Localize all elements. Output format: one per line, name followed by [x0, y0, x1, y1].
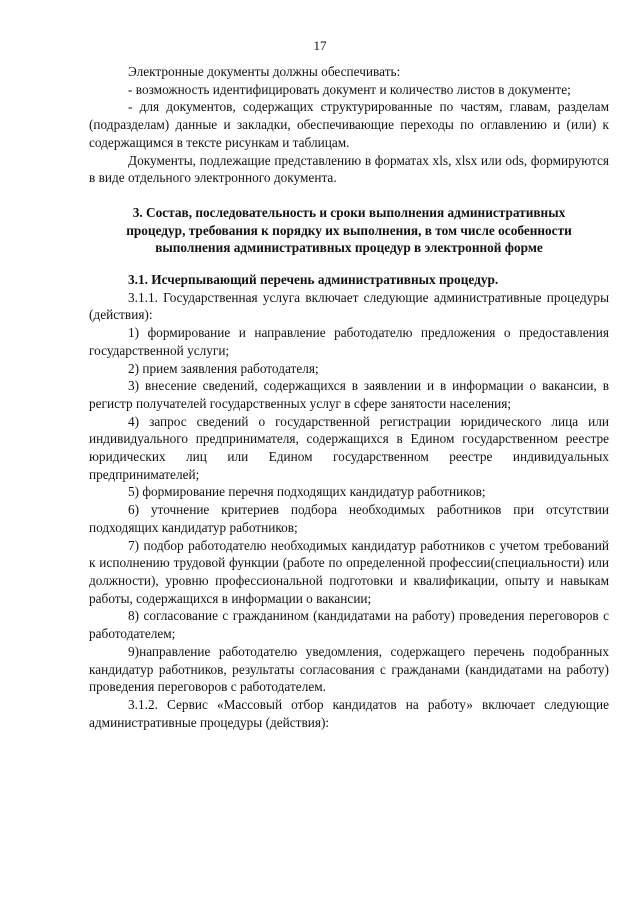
paragraph: 3.1.1. Государственная услуга включает следующие административные процедуры (действия): — [89, 289, 609, 323]
document-body — [89, 63, 609, 731]
paragraph: Документы, подлежащие представлению в форматах xls, xlsx или ods, формируются в виде отдельного электронного документа. — [89, 152, 609, 186]
subsection-heading: 3.1. Исчерпывающий перечень административных процедур. — [128, 272, 499, 288]
list-item: 2) прием заявления работодателя; — [128, 360, 319, 376]
list-item: 4) запрос сведений о государственной регистрации юридического лица или индивидуального предпринимателя, содержащихся в Едином государственном реестре юридических лиц или Едином государственном реестре индивидуальных предпринимателей; — [89, 413, 609, 482]
list-item: 3) внесение сведений, содержащихся в заявлении и в информации о вакансии, в регистр получателей государственных услуг в сфере занятости населения; — [89, 378, 609, 411]
section-heading: 3. Состав, последовательность и сроки выполнения административных процедур, требования к порядку их выполнения, в том числе особенности выполнения административных процедур в электронной форме — [126, 204, 572, 256]
paragraph: - для документов, содержащих структурированные по частям, главам, разделам (подразделам) данные и закладки, обеспечивающие переходы по оглавлению и (или) к содержащимся в тексте рисункам и таблицам. — [89, 99, 609, 150]
list-item: 7) подбор работодателю необходимых кандидатур работников с учетом требований к исполнению трудовой функции (работе по определенной профессии(специальности) или должности), уровню профессиональной подготовки и квалификации, опыту и навыкам работы, содержащихся в информации о вакансии; — [89, 537, 609, 606]
page-number: 17 — [313, 38, 327, 53]
paragraph: - возможность идентифицировать документ и количество листов в документе; — [128, 81, 571, 97]
paragraph: Электронные документы должны обеспечивать: — [128, 64, 401, 79]
list-item: 8) согласование с гражданином (кандидатами на работу) проведения переговоров с работодателем; — [89, 608, 609, 642]
paragraph: 3.1.2. Сервис «Массовый отбор кандидатов на работу» включает следующие административные процедуры (действия): — [89, 696, 609, 730]
list-item: 1) формирование и направление работодателю предложения о предоставления государственной услуги; — [89, 325, 609, 358]
list-item: 9)направление работодателю уведомления, содержащего перечень подобранных кандидатур работников, результаты согласования с гражданами (кандидатами на работу) проведения переговоров с работодателем. — [89, 643, 609, 695]
list-item: 6) уточнение критериев подбора необходимых работников при отсутствии подходящих кандидатур работников; — [89, 502, 609, 535]
list-item: 5) формирование перечня подходящих кандидатур работников; — [128, 484, 486, 500]
